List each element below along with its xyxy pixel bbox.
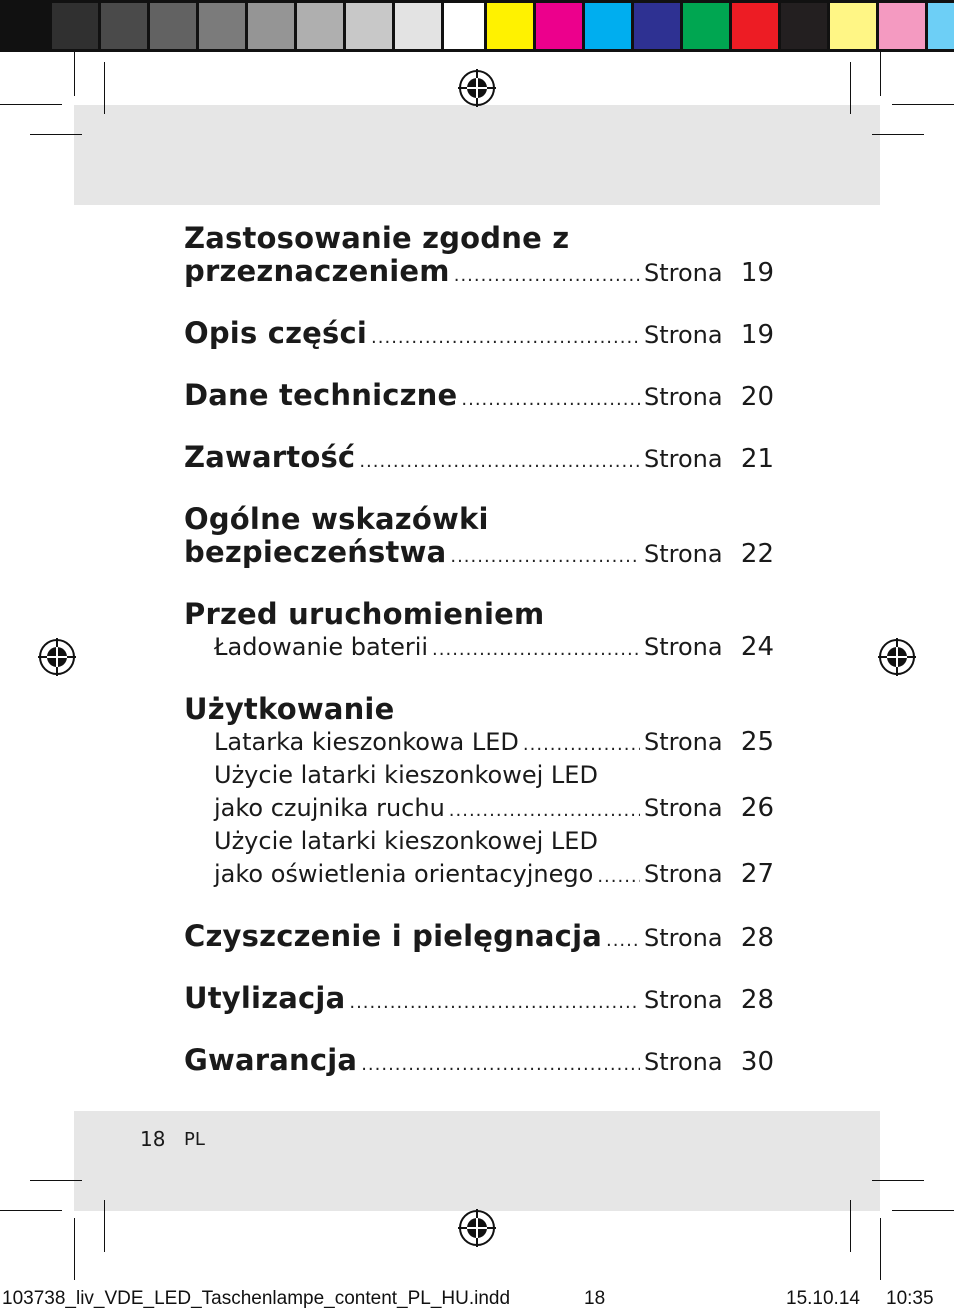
toc-subheading: Użycie latarki kieszonkowej LED bbox=[214, 761, 598, 789]
crop-mark bbox=[74, 52, 75, 96]
color-swatch bbox=[781, 3, 827, 49]
footer-page-number: 18 bbox=[140, 1127, 166, 1151]
toc-leader-dots bbox=[371, 321, 640, 354]
color-swatch bbox=[248, 3, 294, 49]
toc-leader-dots bbox=[349, 986, 640, 1019]
toc-page-label: Strona bbox=[644, 321, 723, 349]
toc-subentry[interactable] bbox=[184, 858, 774, 891]
crop-mark bbox=[104, 1200, 105, 1252]
toc-leader-dots bbox=[449, 794, 640, 827]
toc-entry bbox=[184, 598, 774, 664]
crop-mark bbox=[892, 104, 954, 105]
toc-heading: Zawartość bbox=[184, 440, 356, 474]
crop-mark bbox=[880, 1218, 881, 1280]
toc-entry[interactable] bbox=[184, 503, 774, 569]
toc-subentry[interactable] bbox=[184, 631, 774, 664]
toc-page-label: Strona bbox=[644, 633, 723, 661]
toc-leader-dots bbox=[597, 860, 640, 893]
slug-time: 10:35 bbox=[886, 1288, 934, 1309]
color-swatch bbox=[3, 3, 49, 49]
registration-mark-icon bbox=[878, 638, 916, 676]
toc-page-number: 28 bbox=[740, 985, 774, 1015]
toc-heading: Zastosowanie zgodne z bbox=[184, 221, 570, 255]
toc-leader-dots bbox=[461, 383, 640, 416]
toc-leader-dots bbox=[359, 445, 640, 478]
toc-heading: Dane techniczne bbox=[184, 378, 458, 412]
toc-leader-dots bbox=[523, 728, 640, 761]
color-swatch bbox=[346, 3, 392, 49]
toc-page-number: 21 bbox=[740, 444, 774, 474]
toc-leader-dots bbox=[432, 633, 640, 666]
toc-page-label: Strona bbox=[644, 540, 723, 568]
footer-band bbox=[74, 1111, 880, 1211]
toc-entry bbox=[184, 693, 774, 891]
toc-subheading: Użycie latarki kieszonkowej LED bbox=[214, 827, 598, 855]
toc-page-number: 19 bbox=[740, 258, 774, 288]
toc-heading: Użytkowanie bbox=[184, 692, 395, 726]
toc-page-number: 19 bbox=[740, 320, 774, 350]
toc-subentry[interactable] bbox=[184, 726, 774, 759]
toc-page-number: 25 bbox=[740, 727, 774, 757]
color-swatch bbox=[52, 3, 98, 49]
color-swatch bbox=[732, 3, 778, 49]
toc-page-label: Strona bbox=[644, 728, 723, 756]
toc-leader-dots bbox=[606, 924, 640, 957]
toc-entry[interactable] bbox=[184, 222, 774, 288]
toc-page-number: 20 bbox=[740, 382, 774, 412]
color-swatch bbox=[585, 3, 631, 49]
toc-page-label: Strona bbox=[644, 383, 723, 411]
toc-entry[interactable] bbox=[184, 982, 774, 1015]
toc-entry[interactable] bbox=[184, 317, 774, 350]
crop-mark bbox=[74, 1218, 75, 1280]
crop-mark bbox=[872, 134, 924, 135]
toc-page-label: Strona bbox=[644, 860, 723, 888]
color-swatch bbox=[101, 3, 147, 49]
footer-language: PL bbox=[184, 1129, 205, 1150]
crop-mark bbox=[892, 1210, 954, 1211]
toc-page-label: Strona bbox=[644, 445, 723, 473]
toc-subheading: jako czujnika ruchu bbox=[214, 794, 445, 822]
slug-page: 18 bbox=[584, 1288, 606, 1309]
toc-page-number: 24 bbox=[740, 632, 774, 662]
toc-subentry-line bbox=[184, 759, 774, 792]
toc-heading: Utylizacja bbox=[184, 981, 346, 1015]
registration-mark-icon bbox=[458, 69, 496, 107]
toc-subheading: Ładowanie baterii bbox=[214, 633, 429, 661]
crop-mark bbox=[850, 1200, 851, 1252]
toc-subheading: Latarka kieszonkowa LED bbox=[214, 728, 519, 756]
toc-entry[interactable] bbox=[184, 920, 774, 953]
toc-page-number: 30 bbox=[740, 1047, 774, 1077]
toc-entry[interactable] bbox=[184, 379, 774, 412]
toc-leader-dots bbox=[450, 540, 640, 573]
crop-mark bbox=[880, 52, 881, 96]
color-swatch bbox=[536, 3, 582, 49]
color-swatch bbox=[928, 3, 954, 49]
toc-page-label: Strona bbox=[644, 924, 723, 952]
toc-entry[interactable] bbox=[184, 1044, 774, 1077]
crop-mark bbox=[872, 1180, 924, 1181]
grayscale-color-bar bbox=[0, 0, 493, 52]
color-swatch bbox=[634, 3, 680, 49]
toc-page-number: 26 bbox=[740, 793, 774, 823]
toc-page-number: 22 bbox=[740, 539, 774, 569]
toc-heading: przeznaczeniem bbox=[184, 254, 450, 288]
toc-page-label: Strona bbox=[644, 986, 723, 1014]
toc-leader-dots bbox=[361, 1048, 640, 1081]
crop-mark bbox=[850, 62, 851, 114]
color-swatch bbox=[150, 3, 196, 49]
color-swatch bbox=[487, 3, 533, 49]
toc-page-label: Strona bbox=[644, 259, 723, 287]
toc-page-label: Strona bbox=[644, 794, 723, 822]
crop-mark bbox=[30, 1180, 82, 1181]
toc-subentry[interactable] bbox=[184, 792, 774, 825]
process-color-bar bbox=[484, 0, 954, 52]
toc-page-label: Strona bbox=[644, 1048, 723, 1076]
toc-heading: Opis części bbox=[184, 316, 368, 350]
toc-leader-dots bbox=[454, 259, 640, 292]
slug-filename: 103738_liv_VDE_LED_Taschenlampe_content_PL_HU.indd bbox=[2, 1288, 511, 1309]
crop-mark bbox=[104, 62, 105, 114]
registration-mark-icon bbox=[38, 638, 76, 676]
toc-page-number: 28 bbox=[740, 923, 774, 953]
crop-mark bbox=[30, 134, 82, 135]
toc-entry[interactable] bbox=[184, 441, 774, 474]
toc-heading: bezpieczeństwa bbox=[184, 535, 447, 569]
crop-mark bbox=[0, 104, 62, 105]
toc-heading: Gwarancja bbox=[184, 1043, 358, 1077]
toc-heading: Przed uruchomieniem bbox=[184, 597, 545, 631]
table-of-contents bbox=[184, 222, 774, 1106]
toc-subheading: jako oświetlenia orientacyjnego bbox=[214, 860, 594, 888]
slug-date: 15.10.14 bbox=[786, 1288, 860, 1309]
toc-heading: Ogólne wskazówki bbox=[184, 502, 489, 536]
registration-mark-icon bbox=[458, 1209, 496, 1247]
toc-page-number: 27 bbox=[740, 859, 774, 889]
color-swatch bbox=[199, 3, 245, 49]
color-swatch bbox=[297, 3, 343, 49]
color-swatch bbox=[879, 3, 925, 49]
header-band bbox=[74, 105, 880, 205]
color-swatch bbox=[395, 3, 441, 49]
crop-mark bbox=[0, 1210, 62, 1211]
toc-subentry-line bbox=[184, 825, 774, 858]
color-swatch bbox=[683, 3, 729, 49]
toc-heading: Czyszczenie i pielęgnacja bbox=[184, 919, 602, 953]
color-swatch bbox=[830, 3, 876, 49]
